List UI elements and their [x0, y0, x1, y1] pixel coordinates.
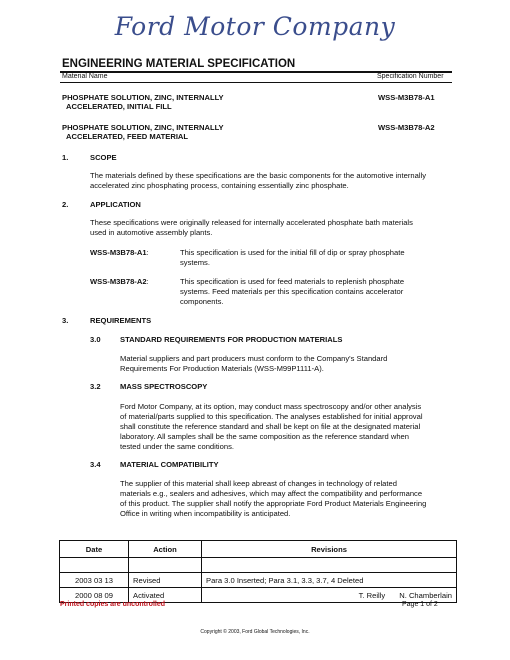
item-code-text: WSS-M3B78-A1 — [90, 248, 147, 257]
sub-line: Material suppliers and part producers must conform to the Company's Standard — [120, 354, 388, 363]
table-row — [60, 573, 457, 588]
application-item-2-text — [180, 277, 455, 307]
sub-3-2-heading: MASS SPECTROSCOPY — [120, 382, 208, 391]
empty-cell — [202, 558, 457, 573]
material-name-label: Material Name — [62, 73, 108, 80]
scope-heading: SCOPE — [90, 153, 117, 162]
application-item-1-text — [180, 248, 455, 268]
revisions-table — [59, 540, 457, 603]
col-header-date: Date — [60, 541, 129, 558]
scope-body — [90, 171, 455, 191]
sub-3-4-number: 3.4 — [90, 460, 101, 469]
material-1-spec: WSS-M3B78-A1 — [378, 93, 435, 102]
col-header-revisions: Revisions — [202, 541, 457, 558]
sub-3-2-number: 3.2 — [90, 382, 101, 391]
sub-line: laboratory. All samples shall be the same composition as the reference standard when — [120, 432, 409, 441]
scope-line: The materials defined by these specifications are the basic components for the automotive internally — [90, 171, 426, 180]
sub-3-0-body — [120, 354, 455, 374]
col-header-action: Action — [129, 541, 202, 558]
empty-cell — [129, 558, 202, 573]
material-2-name-line1: PHOSPHATE SOLUTION, ZINC, INTERNALLY — [62, 123, 224, 132]
empty-cell — [60, 558, 129, 573]
material-2-spec: WSS-M3B78-A2 — [378, 123, 435, 132]
sub-line: tested under the same conditions. — [120, 442, 234, 451]
sub-line: of material/parts supplied to this specification. The analyses established for initial approval — [120, 412, 423, 421]
author-1: T. Reilly — [358, 590, 386, 600]
author-2: N. Chamberlain — [399, 590, 452, 600]
sub-line: materials e.g., sealers and adhesives, which may affect the compatibility and performance — [120, 489, 423, 498]
item-line: This specification is used for feed materials to replenish phosphate — [180, 277, 405, 286]
scope-line: accelerated zinc phosphating process, containing essentially zinc phosphate. — [90, 181, 349, 190]
row-action: Activated — [129, 588, 202, 603]
application-line: used in automotive assembly plants. — [90, 228, 213, 237]
sub-3-4-heading: MATERIAL COMPATIBILITY — [120, 460, 219, 469]
requirements-heading: REQUIREMENTS — [90, 316, 152, 325]
application-heading: APPLICATION — [90, 200, 141, 209]
application-item-1-code: WSS-M3B78-A1: — [90, 248, 149, 257]
sub-line: Requirements For Production Materials (WSS-M99P1111-A). — [120, 364, 324, 373]
row-date: 2003 03 13 — [60, 573, 129, 588]
row-action: Revised — [129, 573, 202, 588]
row-revision: Para 3.0 Inserted; Para 3.1, 3.3, 3.7, 4 Deleted — [202, 573, 457, 588]
sub-line: of this product. The supplier shall notify the appropriate Ford Product Materials Engineering — [120, 499, 427, 508]
uncontrolled-notice: Printed copies are uncontrolled — [60, 601, 166, 608]
material-2-name-line2: ACCELERATED, FEED MATERIAL — [66, 132, 189, 141]
application-body — [90, 218, 455, 238]
page-number: Page 1 of 2 — [402, 601, 438, 608]
document-title: ENGINEERING MATERIAL SPECIFICATION — [62, 58, 296, 70]
copyright: Copyright © 2003, Ford Global Technologies, Inc. — [200, 629, 310, 635]
header-rule — [60, 82, 452, 83]
row-date: 2000 08 09 — [60, 588, 129, 603]
sub-3-0-heading: STANDARD REQUIREMENTS FOR PRODUCTION MATERIALS — [120, 335, 343, 344]
ford-logo: Ford Motor Company — [114, 12, 396, 41]
scope-number: 1. — [62, 153, 69, 162]
table-row-spacer — [60, 558, 457, 573]
item-line: This specification is used for the initial fill of dip or spray phosphate — [180, 248, 405, 257]
application-line: These specifications were originally released for internally accelerated phosphate bath materials — [90, 218, 413, 227]
item-line: systems. — [180, 258, 210, 267]
requirements-number: 3. — [62, 316, 69, 325]
sub-line: shall constitute the reference standard and shall be kept on file at the designated material — [120, 422, 421, 431]
sub-line: Office in writing when incompatibility is anticipated. — [120, 509, 291, 518]
application-item-2-code: WSS-M3B78-A2: — [90, 277, 149, 286]
sub-3-0-number: 3.0 — [90, 335, 101, 344]
sub-3-4-body — [120, 479, 460, 519]
sub-line: The supplier of this material shall keep abreast of changes in technology of related — [120, 479, 397, 488]
application-number: 2. — [62, 200, 69, 209]
material-1-name-line1: PHOSPHATE SOLUTION, ZINC, INTERNALLY — [62, 93, 224, 102]
sub-3-2-body — [120, 402, 460, 452]
spec-number-label: Specification Number — [377, 73, 444, 80]
revisions-header-row — [60, 541, 457, 558]
item-line: systems. Feed materials per this specification contains accelerator — [180, 287, 404, 296]
sub-line: Ford Motor Company, at its option, may conduct mass spectroscopy and/or other analysis — [120, 402, 422, 411]
material-1-name-line2: ACCELERATED, INITIAL FILL — [66, 102, 172, 111]
item-line: components. — [180, 297, 224, 306]
item-code-text: WSS-M3B78-A2 — [90, 277, 147, 286]
